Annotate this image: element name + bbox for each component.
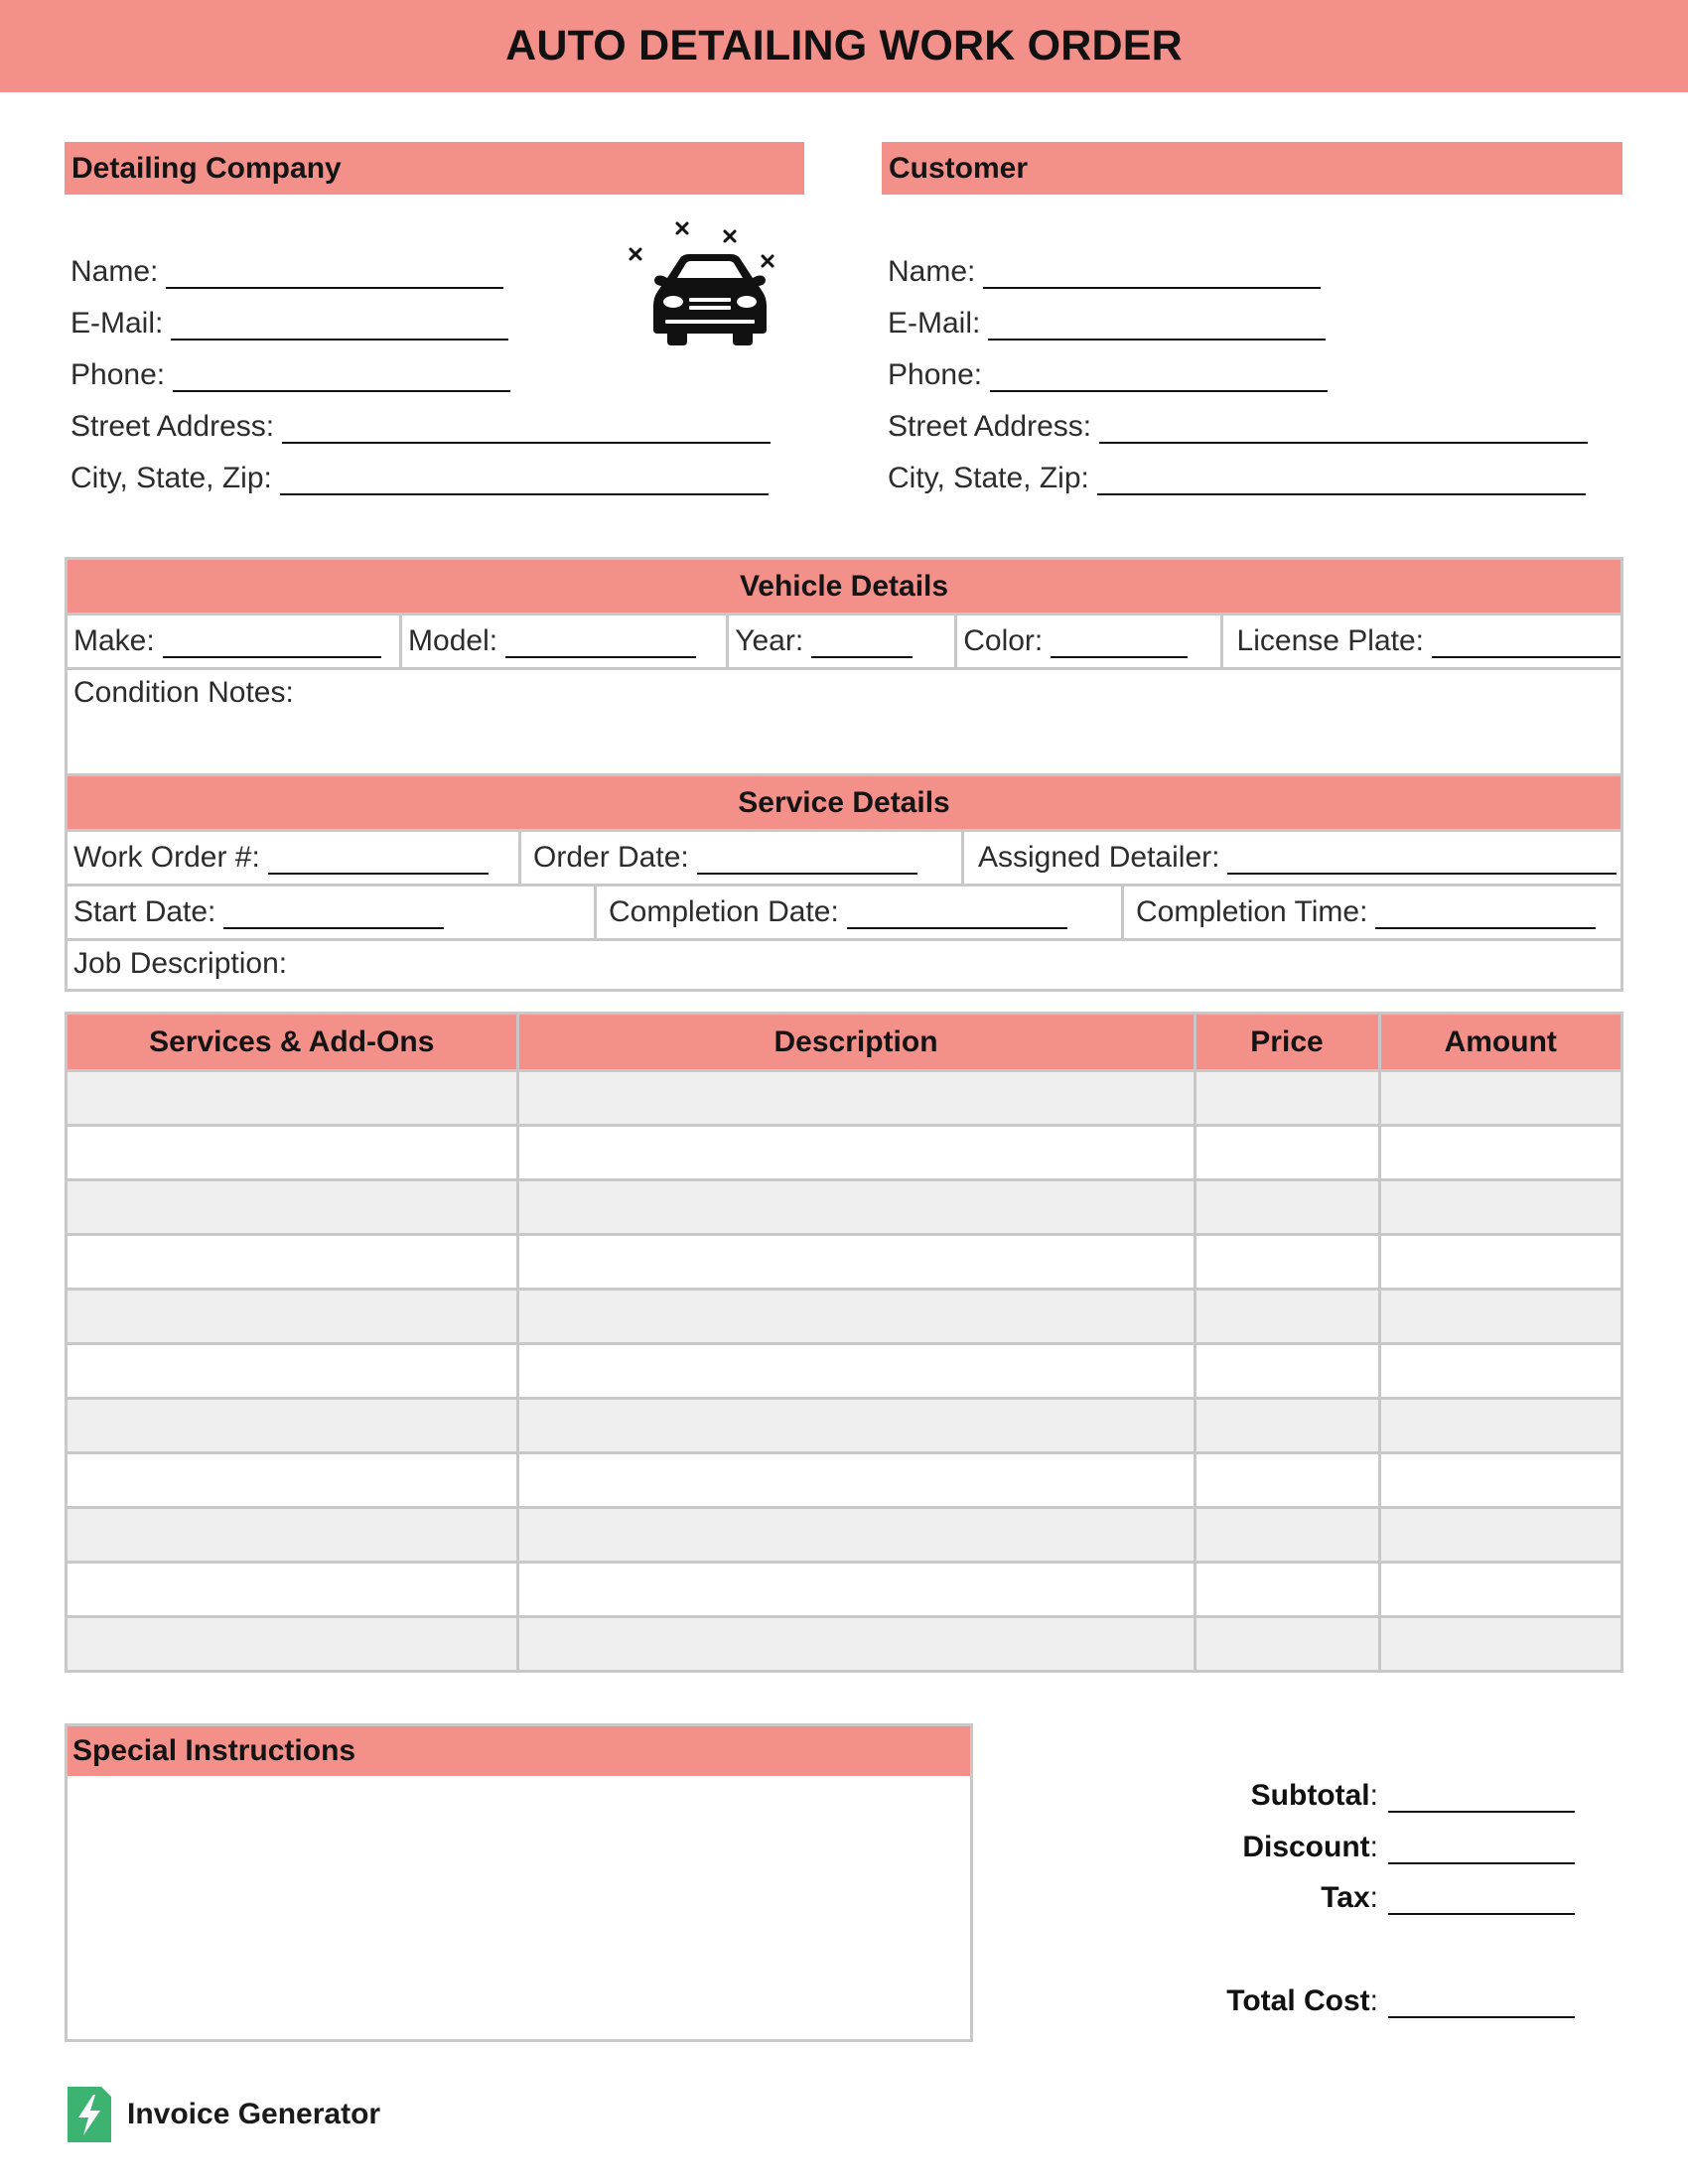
description-cell[interactable] — [517, 1071, 1195, 1126]
brand-name: Invoice Generator — [127, 2098, 381, 2130]
description-cell[interactable] — [517, 1508, 1195, 1563]
col-header-services: Services & Add-Ons — [68, 1015, 517, 1071]
subtotal-row[interactable]: Subtotal : — [1092, 1777, 1575, 1813]
input-line[interactable] — [223, 900, 444, 929]
table-row — [68, 1071, 1620, 1126]
total-cost-line[interactable] — [1388, 1990, 1575, 2018]
service-cell[interactable] — [68, 1563, 517, 1617]
amount-cell[interactable] — [1379, 1235, 1620, 1290]
service-cell[interactable] — [68, 1126, 517, 1180]
work-order-cell[interactable]: Work Order #: — [68, 832, 521, 884]
input-line[interactable] — [1432, 629, 1620, 658]
tax-line[interactable] — [1388, 1887, 1575, 1915]
start-date-cell[interactable]: Start Date: — [68, 887, 597, 938]
description-cell[interactable] — [517, 1344, 1195, 1399]
tax-row[interactable]: Tax : — [1092, 1879, 1575, 1915]
clean-car-icon — [626, 218, 779, 347]
input-line[interactable] — [847, 900, 1067, 929]
service-cell[interactable] — [68, 1344, 517, 1399]
price-cell[interactable] — [1195, 1344, 1379, 1399]
condition-notes-label: Condition Notes: — [73, 676, 294, 709]
input-line[interactable] — [171, 312, 508, 341]
customer-city-field[interactable]: City, State, Zip: — [888, 460, 1586, 495]
subtotal-line[interactable] — [1388, 1785, 1575, 1813]
service-cell[interactable] — [68, 1508, 517, 1563]
input-line[interactable] — [1097, 467, 1586, 495]
description-cell[interactable] — [517, 1290, 1195, 1344]
input-line[interactable] — [173, 363, 510, 392]
details-box — [65, 557, 1623, 992]
service-row-2 — [68, 884, 1620, 938]
job-description-row[interactable] — [68, 938, 1620, 993]
company-city-field[interactable]: City, State, Zip: — [70, 460, 769, 495]
color-cell[interactable]: Color: — [957, 615, 1222, 667]
special-instructions-box[interactable] — [65, 1723, 973, 2042]
input-line[interactable] — [1051, 629, 1188, 658]
amount-cell[interactable] — [1379, 1180, 1620, 1235]
service-cell[interactable] — [68, 1180, 517, 1235]
input-line[interactable] — [988, 312, 1326, 341]
order-date-cell[interactable]: Order Date: — [521, 832, 964, 884]
input-line[interactable] — [983, 260, 1321, 289]
description-cell[interactable] — [517, 1453, 1195, 1508]
table-row — [68, 1453, 1620, 1508]
col-header-amount: Amount — [1379, 1015, 1620, 1071]
condition-row[interactable] — [68, 667, 1620, 773]
customer-name-field[interactable]: Name: — [888, 253, 1321, 289]
company-name-field[interactable]: Name: — [70, 253, 503, 289]
service-heading: Service Details — [68, 773, 1620, 829]
amount-cell[interactable] — [1379, 1344, 1620, 1399]
amount-cell[interactable] — [1379, 1399, 1620, 1453]
discount-row[interactable]: Discount : — [1092, 1829, 1575, 1864]
price-cell[interactable] — [1195, 1235, 1379, 1290]
table-row — [68, 1126, 1620, 1180]
table-row — [68, 1180, 1620, 1235]
price-cell[interactable] — [1195, 1617, 1379, 1671]
description-cell[interactable] — [517, 1180, 1195, 1235]
input-line[interactable] — [505, 629, 696, 658]
price-cell[interactable] — [1195, 1180, 1379, 1235]
table-row — [68, 1617, 1620, 1671]
description-cell[interactable] — [517, 1399, 1195, 1453]
discount-line[interactable] — [1388, 1837, 1575, 1864]
assigned-cell[interactable]: Assigned Detailer: — [964, 832, 1620, 884]
customer-phone-field[interactable]: Phone: — [888, 356, 1328, 392]
amount-cell[interactable] — [1379, 1563, 1620, 1617]
col-header-description: Description — [517, 1015, 1195, 1071]
price-cell[interactable] — [1195, 1563, 1379, 1617]
service-cell[interactable] — [68, 1399, 517, 1453]
model-cell[interactable]: Model: — [402, 615, 729, 667]
table-row — [68, 1290, 1620, 1344]
input-line[interactable] — [1099, 415, 1588, 444]
service-row-1 — [68, 829, 1620, 884]
job-description-label: Job Description: — [73, 947, 288, 980]
description-cell[interactable] — [517, 1617, 1195, 1671]
input-line[interactable] — [280, 467, 769, 495]
amount-cell[interactable] — [1379, 1453, 1620, 1508]
make-cell[interactable]: Make: — [68, 615, 402, 667]
company-street-field[interactable]: Street Address: — [70, 408, 771, 444]
total-cost-row[interactable]: Total Cost : — [1092, 1982, 1575, 2018]
service-cell[interactable] — [68, 1290, 517, 1344]
input-line[interactable] — [282, 415, 771, 444]
input-line[interactable] — [990, 363, 1328, 392]
description-cell[interactable] — [517, 1126, 1195, 1180]
completion-date-cell[interactable]: Completion Date: — [597, 887, 1124, 938]
description-cell[interactable] — [517, 1235, 1195, 1290]
plate-cell[interactable]: License Plate: — [1223, 615, 1620, 667]
input-line[interactable] — [166, 260, 503, 289]
price-cell[interactable] — [1195, 1453, 1379, 1508]
completion-time-cell[interactable]: Completion Time: — [1124, 887, 1620, 938]
page-title: AUTO DETAILING WORK ORDER — [505, 22, 1183, 69]
input-line[interactable] — [268, 846, 489, 875]
services-table — [65, 1012, 1623, 1673]
input-line[interactable] — [1375, 900, 1596, 929]
service-cell[interactable] — [68, 1617, 517, 1671]
service-cell[interactable] — [68, 1235, 517, 1290]
table-row — [68, 1344, 1620, 1399]
customer-email-field[interactable]: E-Mail: — [888, 305, 1326, 341]
table-header-row — [68, 1015, 1620, 1071]
input-line[interactable] — [1227, 846, 1617, 875]
input-line[interactable] — [163, 629, 381, 658]
vehicle-heading: Vehicle Details — [68, 560, 1620, 613]
price-cell[interactable] — [1195, 1071, 1379, 1126]
amount-cell[interactable] — [1379, 1290, 1620, 1344]
amount-cell[interactable] — [1379, 1617, 1620, 1671]
amount-cell[interactable] — [1379, 1071, 1620, 1126]
year-cell[interactable]: Year: — [729, 615, 957, 667]
input-line[interactable] — [811, 629, 913, 658]
price-cell[interactable] — [1195, 1399, 1379, 1453]
amount-cell[interactable] — [1379, 1126, 1620, 1180]
table-row — [68, 1508, 1620, 1563]
service-cell[interactable] — [68, 1071, 517, 1126]
description-cell[interactable] — [517, 1563, 1195, 1617]
table-body — [68, 1071, 1620, 1671]
company-email-field[interactable]: E-Mail: — [70, 305, 508, 341]
price-cell[interactable] — [1195, 1290, 1379, 1344]
company-phone-field[interactable]: Phone: — [70, 356, 510, 392]
amount-cell[interactable] — [1379, 1508, 1620, 1563]
customer-heading: Customer — [882, 142, 1622, 195]
col-header-price: Price — [1195, 1015, 1379, 1071]
customer-street-field[interactable]: Street Address: — [888, 408, 1588, 444]
input-line[interactable] — [697, 846, 917, 875]
lightning-bolt-icon — [68, 2087, 111, 2142]
table-row — [68, 1235, 1620, 1290]
price-cell[interactable] — [1195, 1508, 1379, 1563]
special-instructions-heading: Special Instructions — [68, 1726, 970, 1776]
table-row — [68, 1563, 1620, 1617]
vehicle-row — [68, 613, 1620, 667]
price-cell[interactable] — [1195, 1126, 1379, 1180]
service-cell[interactable] — [68, 1453, 517, 1508]
table-row — [68, 1399, 1620, 1453]
company-heading: Detailing Company — [65, 142, 804, 195]
totals-block — [1092, 1777, 1575, 2018]
